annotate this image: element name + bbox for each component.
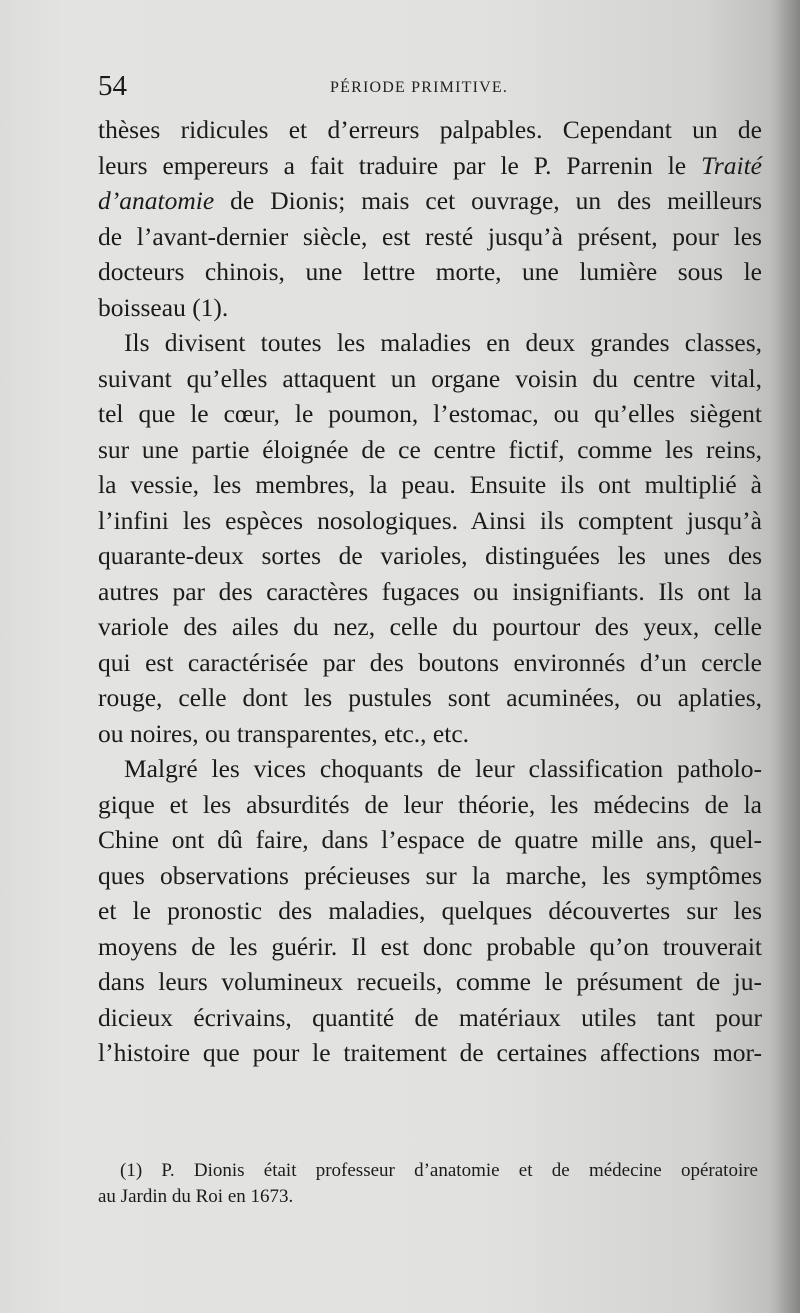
text-line: tel que le cœur, le poumon, l’estomac, ou qu’elles siègent bbox=[98, 399, 762, 428]
text-line: ques observations précieuses sur la marche, les symptômes bbox=[98, 860, 762, 890]
italic-title-word: d’anatomie bbox=[98, 186, 215, 215]
running-title: PÉRIODE PRIMITIVE. bbox=[330, 79, 509, 96]
text-line: qui est caractérisée par des boutons environnés d’un cercle bbox=[98, 647, 762, 677]
text-line: de l’avant-dernier siècle, est resté jusqu’à présent, pour les bbox=[98, 221, 762, 251]
page-number: 54 bbox=[98, 70, 127, 102]
paragraph-3 bbox=[98, 751, 762, 1071]
text-line: suivant qu’elles attaquent un organe voisin du centre vital, bbox=[98, 363, 762, 393]
footnote-line: au Jardin du Roi en 1673. bbox=[98, 1186, 294, 1207]
text-line: dans leurs volumineux recueils, comme le présument de ju- bbox=[98, 967, 762, 996]
text-line: Chine ont dû faire, dans l’espace de quatre mille ans, quel- bbox=[98, 825, 762, 854]
main-text bbox=[98, 112, 762, 1071]
text-run: leurs empereurs a fait traduire par le P. Parrenin le bbox=[98, 150, 702, 180]
italic-title-word: Traité bbox=[701, 150, 762, 180]
text-line: docteurs chinois, une lettre morte, une lumière sous le bbox=[98, 257, 762, 286]
text-line-with-footnote-ref: boisseau (1). bbox=[98, 292, 229, 322]
text-run: de Dionis; mais cet ouvrage, un des meilleurs bbox=[214, 186, 762, 215]
text-line: thèses ridicules et d’erreurs palpables. Cependant un de bbox=[98, 115, 762, 144]
text-line-with-italic bbox=[98, 183, 762, 219]
text-line: Ils divisent toutes les maladies en deux grandes classes, bbox=[124, 328, 762, 357]
text-line: et le pronostic des maladies, quelques découvertes sur les bbox=[98, 896, 762, 925]
text-line: rouge, celle dont les pustules sont acuminées, ou aplaties, bbox=[98, 683, 762, 712]
text-line: ou noires, ou transparentes, etc., etc. bbox=[98, 718, 470, 748]
text-line: l’infini les espèces nosologiques. Ainsi ils comptent jusqu’à bbox=[98, 505, 762, 535]
page-header bbox=[98, 70, 758, 110]
text-line: Malgré les vices choquants de leur classification patholo- bbox=[124, 754, 762, 783]
text-line: moyens de les guérir. Il est donc probable qu’on trouverait bbox=[98, 931, 762, 961]
text-line: la vessie, les membres, la peau. Ensuite ils ont multiplié à bbox=[98, 470, 762, 499]
text-line: variole des ailes du nez, celle du pourtour des yeux, celle bbox=[98, 612, 762, 641]
text-line: sur une partie éloignée de ce centre fictif, comme les reins, bbox=[98, 434, 762, 464]
text-line-with-italic bbox=[98, 148, 762, 184]
footnote-line: (1) P. Dionis était professeur d’anatomie et de médecine opératoire bbox=[120, 1160, 758, 1181]
text-line: autres par des caractères fugaces ou insignifiants. Ils ont la bbox=[98, 576, 762, 606]
paragraph-2 bbox=[98, 325, 762, 751]
text-line: gique et les absurdités de leur théorie, les médecins de la bbox=[98, 789, 762, 819]
text-line: l’histoire que pour le traitement de certaines affections mor- bbox=[98, 1038, 762, 1067]
text-line: quarante-deux sortes de varioles, distinguées les unes des bbox=[98, 541, 762, 570]
text-line: dicieux écrivains, quantité de matériaux utiles tant pour bbox=[98, 1002, 762, 1032]
footnote bbox=[98, 1158, 758, 1210]
paragraph-1 bbox=[98, 112, 762, 325]
